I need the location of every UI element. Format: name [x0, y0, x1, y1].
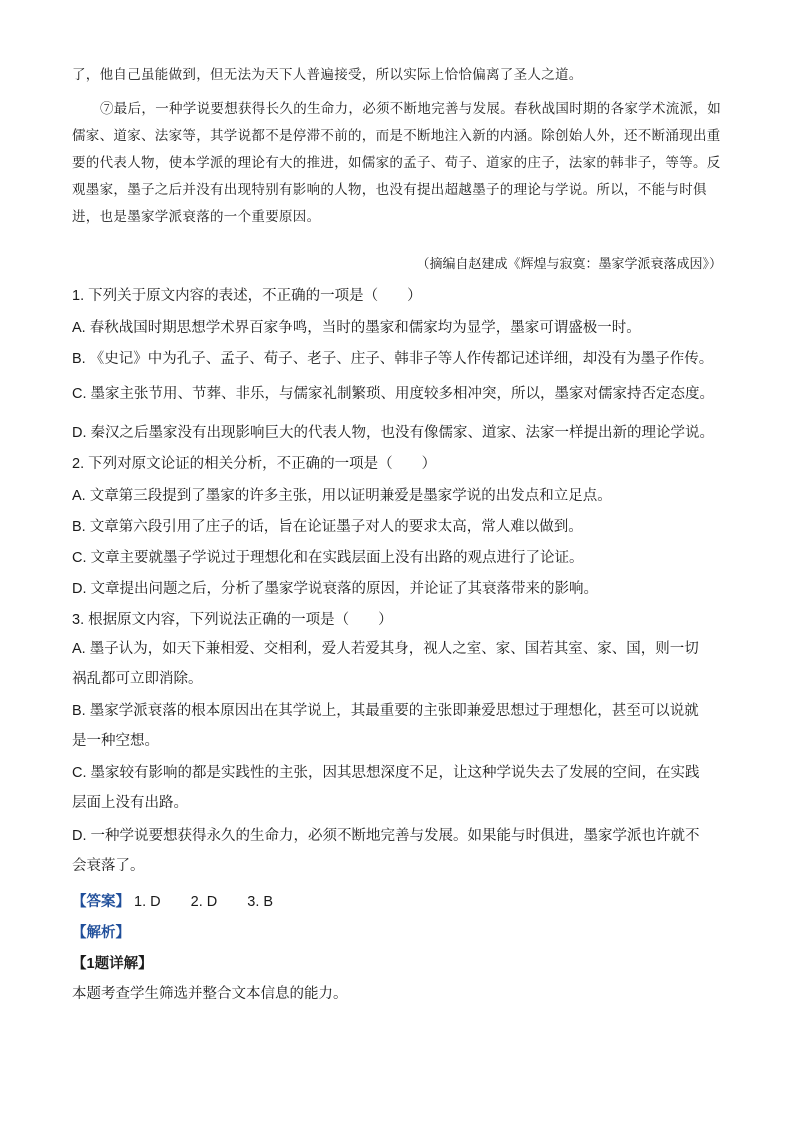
question-2-option-b: B. 文章第六段引用了庄子的话，旨在论证墨子对人的要求太高，常人难以做到。 — [72, 519, 583, 535]
question-1-option-b: B. 《史记》中为孔子、孟子、荀子、老子、庄子、韩非子等人作传都记述详细，却没有为墨子作传。 — [72, 351, 714, 367]
question-1-option-c: C. 墨家主张节用、节葬、非乐，与儒家礼制繁琐、用度较多相冲突，所以，墨家对儒家持否定态度。 — [72, 386, 715, 402]
question-2-stem: 2. 下列对原文论证的相关分析，不正确的一项是（ ） — [72, 456, 437, 472]
question-1-option-d: D. 秦汉之后墨家没有出现影响巨大的代表人物，也没有像儒家、道家、法家一样提出新的理论学说。 — [72, 425, 715, 441]
analysis-label: 【解析】 — [72, 925, 130, 941]
question-2-option-c: C. 文章主要就墨子学说过于理想化和在实践层面上没有出路的观点进行了论证。 — [72, 550, 584, 566]
question-3-option-a: A. 墨子认为，如天下兼相爱、交相利，爱人若爱其身，视人之室、家、国若其室、家、国，则一切祸乱都可立即消除。 — [72, 641, 699, 687]
question-2-option-a: A. 文章第三段提到了墨家的许多主张，用以证明兼爱是墨家学说的出发点和立足点。 — [72, 488, 612, 504]
questions-section — [72, 284, 722, 1002]
answer-value-3: 3. B — [247, 894, 274, 910]
answer-row — [72, 890, 299, 911]
question-3-option-c: C. 墨家较有影响的都是实践性的主张，因其思想深度不足，让这种学说失去了发展的空间，在实践层面上没有出路。 — [72, 765, 700, 811]
passage-source: （摘编自赵建成《辉煌与寂寞：墨家学派衰落成因》） — [416, 257, 722, 272]
question-3-stem: 3. 根据原文内容，下列说法正确的一项是（ ） — [72, 612, 393, 628]
question-2-option-d: D. 文章提出问题之后，分析了墨家学说衰落的原因，并论证了其衰落带来的影响。 — [72, 581, 599, 597]
analysis-text: 本题考查学生筛选并整合文本信息的能力。 — [72, 986, 348, 1002]
question-3-option-b: B. 墨家学派衰落的根本原因出在其学说上，其最重要的主张即兼爱思想过于理想化，甚至可以说就是一种空想。 — [72, 703, 699, 749]
question-3-option-d: D. 一种学说要想获得永久的生命力，必须不断地完善与发展。如果能与时俱进，墨家学派也许就不会衰落了。 — [72, 828, 700, 874]
answer-label: 【答案】 — [72, 894, 130, 910]
answer-value-1: 1. D — [134, 894, 161, 910]
question-1-option-a: A. 春秋战国时期思想学术界百家争鸣，当时的墨家和儒家均为显学，墨家可谓盛极一时。 — [72, 320, 641, 336]
passage-paragraph-tail: 了，他自己虽能做到，但无法为天下人普遍接受，所以实际上恰恰偏离了圣人之道。 — [72, 67, 583, 83]
analysis-detail-label: 【1题详解】 — [72, 956, 153, 972]
answer-value-2: 2. D — [190, 894, 218, 910]
question-1-stem: 1. 下列关于原文内容的表述，不正确的一项是（ ） — [72, 288, 422, 304]
passage-paragraph-7: ⑦最后，一种学说要想获得长久的生命力，必须不断地完善与发展。春秋战国时期的各家学术流派，如儒家、道家、法家等，其学说都不是停滞不前的，而是不断地注入新的内涵。除创始人外，还不断涌现出重要的代表人物，使本学派的理论有大的推进，如儒家的孟子、荀子、道家的庄子，法家的韩非子，等等。反观墨家，墨子之后并没有出现特别有影响的人物，也没有提出超越墨子的理论与学说。所以，不能与时俱进，也是墨家学派衰落的一个重要原因。 — [72, 101, 721, 225]
